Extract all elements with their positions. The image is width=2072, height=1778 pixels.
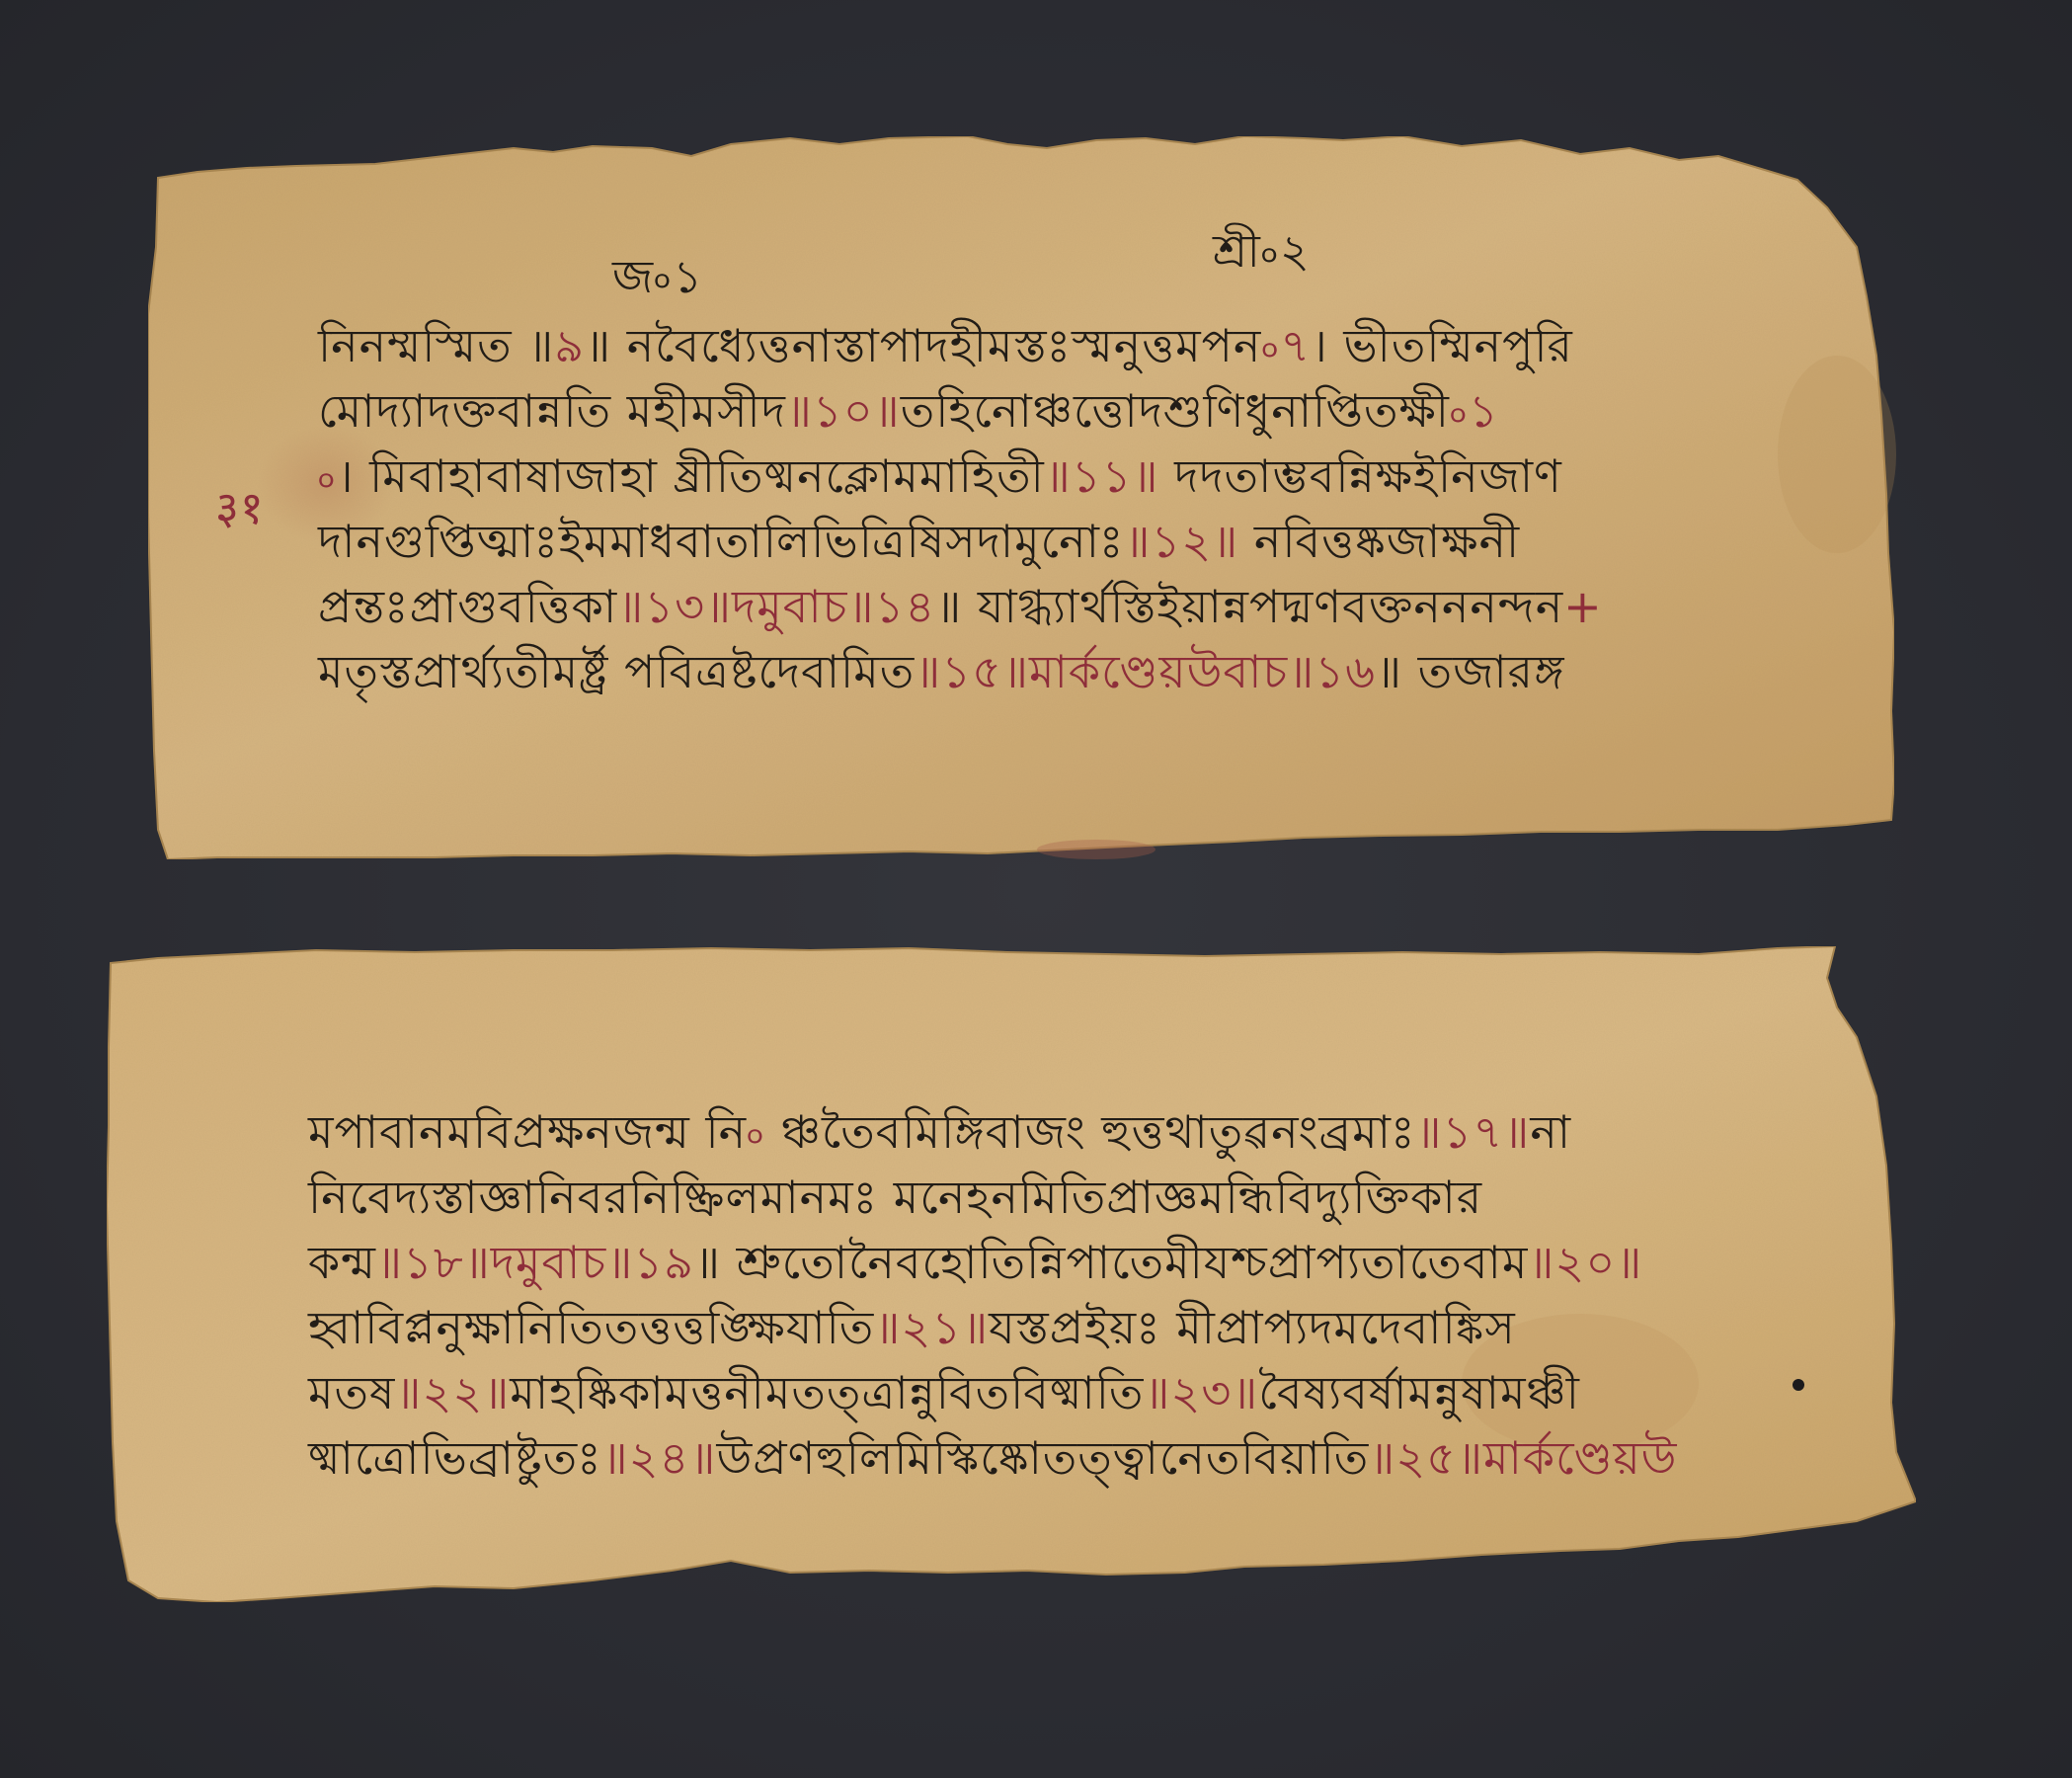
leaf_top-line	[317, 513, 1520, 569]
binding-hole	[1793, 1379, 1804, 1391]
script-text: ॥ নবৈধ্যেত্তনাস্তাপাদহীমস্তঃস্মনুত্তমপন	[585, 319, 1262, 372]
leaf_top-line	[318, 447, 1562, 503]
script-text: ॥ তজারঙ্গ	[1376, 645, 1565, 698]
script-text: হ্বাবিপ্লনুক্ষানিতিতত্তত্তঙ্ক্ষিযাতি	[308, 1301, 875, 1354]
script-text: উপ্রণহুলিমিস্কিষ্কোতত্ত্বানেতবিয়াতি	[716, 1431, 1370, 1485]
rubric-text: ॥২১॥	[874, 1301, 990, 1354]
leaf_bottom-line	[307, 1171, 1482, 1225]
rubric-text: ॥১৩॥দমুবাচ॥১৪	[617, 580, 936, 633]
rubric-text: ৹১	[1449, 384, 1499, 438]
script-text: মতষ	[308, 1366, 396, 1419]
rubric-text: ॥২২॥	[395, 1366, 511, 1419]
rubric-text: ॥১৭॥	[1415, 1105, 1531, 1159]
header-right: শ্রী৹২	[1213, 224, 1311, 278]
leaf_top-line	[318, 580, 1603, 634]
script-text: দদতাম্ভবন্নিক্ষইনিজাণ	[1158, 449, 1562, 503]
leaf_bottom-line	[307, 1364, 1580, 1423]
script-text: নিনম্মস্মিত ॥	[318, 319, 555, 372]
script-text: মপাবানমবিপ্রক্ষনজন্ম নি	[308, 1105, 748, 1159]
rubric-text: ॥১০॥	[785, 384, 901, 438]
rubric-text: ॥২৪॥	[601, 1431, 717, 1485]
script-text: কন্ম	[308, 1236, 376, 1289]
script-text: । মিবাহাবাষাজাহা ষ্রীতিষ্মনক্লোমমাহিতী	[337, 449, 1045, 503]
header-left: জ৹১	[612, 250, 704, 303]
leaf_bottom-line	[307, 1299, 1516, 1355]
rubric-text: ॥২০॥	[1528, 1236, 1643, 1289]
rubric-text: ৯	[554, 319, 586, 372]
leaf_top-line	[317, 317, 1573, 373]
rubric-text: ॥১১॥	[1044, 449, 1159, 503]
script-text: ষ্মাত্রোভিব্রাষ্টুতঃ	[308, 1431, 602, 1485]
rubric-text: ৹	[318, 449, 338, 503]
script-text: তহিনোঞ্চত্তোদশুণিধুনাপ্তিতক্ষী	[900, 384, 1450, 438]
script-text: দানগুপ্তিত্মাঃইমমাধবাতালিভিত্রিষিসদামুনোঃ	[318, 515, 1125, 568]
script-text: নবিত্তষ্কজাক্ষনী	[1238, 515, 1521, 568]
rubric-text: ॥১৫॥মার্কণ্ডেয়উবাচ॥১৬	[915, 645, 1377, 698]
leaf_bottom-line	[307, 1429, 1678, 1489]
rubric-text: ৹৭	[1261, 319, 1312, 372]
rubric-text: ৹	[747, 1105, 766, 1159]
leaf_bottom-line	[307, 1234, 1642, 1290]
script-text: মাহষ্কিকামত্তনীমতত্ত্রান্নুবিতবিষ্মাতি	[510, 1366, 1145, 1419]
script-text: যস্তপ্রইয়ঃ মীপ্রাপ্যদমদেবাঙ্কিস	[989, 1301, 1516, 1354]
rubric-text: ॥১২॥	[1124, 515, 1239, 568]
script-text: ॥ শ্রুতোনৈবহোতিন্নিপাতেমীযশ্চপ্রাপ্যতাতেবাম	[693, 1236, 1529, 1289]
script-text: বৈষ্যবর্ষামন্নুষামঞ্চী	[1258, 1366, 1580, 1419]
rubric-text: ॥২৩॥	[1144, 1366, 1259, 1419]
leaf_top-line	[318, 382, 1499, 440]
script-text: ঞ্চতৈবমিঙ্গিবাজং হুত্তথাতুৱনংব্রমাঃ	[765, 1105, 1416, 1159]
rubric-text: +	[1563, 580, 1603, 633]
script-text: । ভীতম্মিনপুরি	[1311, 319, 1573, 372]
leaf-top	[148, 136, 1896, 859]
script-text: না	[1530, 1105, 1572, 1159]
script-text: নিবেদ্যস্তাজ্ঞানিবরনিষ্ক্রিলমানমঃ মনেহনমিতিপ্রাজ্ঞমন্ধিবিদ্যুক্তিকার	[308, 1171, 1483, 1224]
rubric-text: ॥১৮॥দমুবাচ॥১৯	[376, 1236, 694, 1289]
rubric-text: ॥২৫॥মার্কণ্ডেয়উ	[1369, 1431, 1678, 1485]
script-text: ॥ যাগ্ধ্যাৰ্থস্তিইয়ান্নপদ্মণবক্তনননন্দন	[935, 580, 1564, 633]
script-text: মতৃস্তপ্রার্থ্যতীমৰ্ষ্ট্র পবিত্রষ্টদেবামিত	[318, 645, 916, 698]
leaf-bottom	[107, 946, 1916, 1602]
script-text: প্রন্তঃপ্রাগুবত্তিকা	[318, 580, 618, 633]
leaf_bottom-line	[307, 1105, 1571, 1163]
script-text: মোদ্যাদক্তবান্নতি মহীমসীদ	[318, 384, 786, 438]
leaf_top-line	[317, 643, 1565, 703]
margin-note: ३१	[215, 481, 265, 534]
